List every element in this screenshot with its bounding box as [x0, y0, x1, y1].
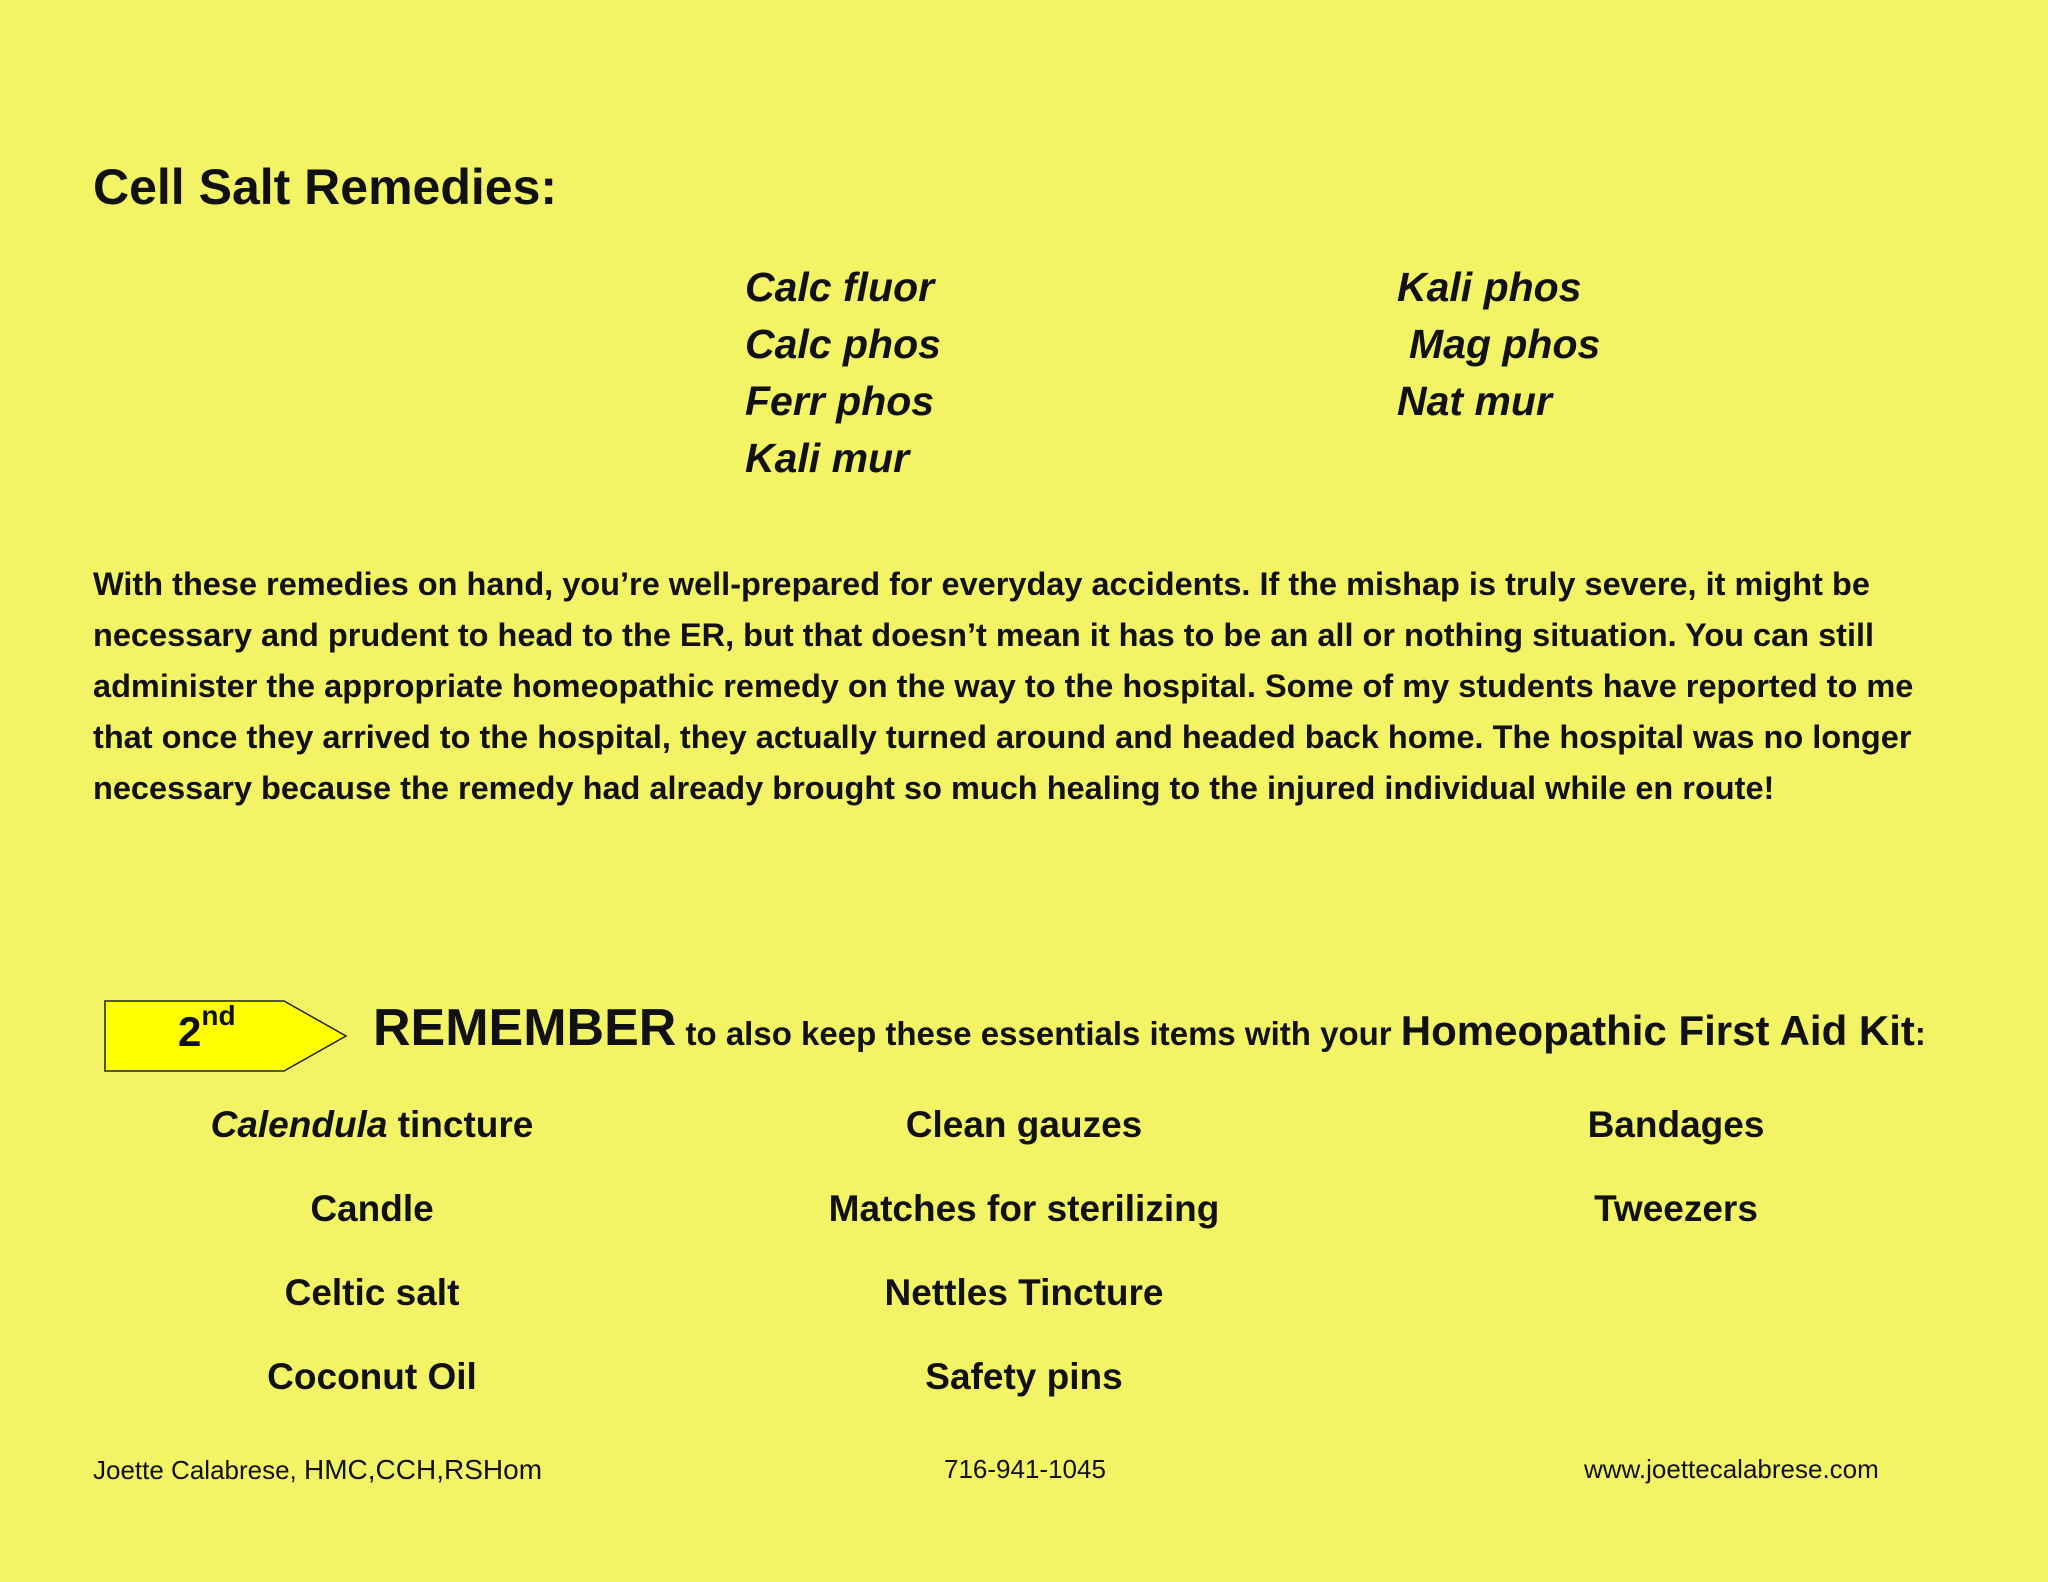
page-title: Cell Salt Remedies: [93, 159, 558, 215]
remember-heading [373, 998, 1926, 1058]
remember-colon: : [1914, 1015, 1926, 1052]
tag-number: 2 [178, 1008, 202, 1055]
footer-website-link[interactable]: www.joettecalabrese.com [1584, 1454, 1879, 1484]
remember-kit: Homeopathic First Aid Kit [1400, 1007, 1915, 1054]
essential-item: Coconut Oil [267, 1356, 477, 1397]
essential-item: Bandages [1587, 1104, 1765, 1145]
remedy-list-right [1397, 259, 1600, 430]
footer-name: Joette Calabrese, [93, 1455, 305, 1485]
essential-item: Candle [310, 1188, 434, 1229]
remedy-item: Kali phos [1397, 264, 1582, 310]
remedy-item: Calc fluor [745, 264, 935, 310]
remedy-list-left [745, 259, 941, 487]
tag-label [178, 1000, 318, 1056]
second-arrow-tag [104, 1000, 348, 1072]
paragraph-line: With these remedies on hand, you’re well-prepared for everyday accidents. If the mishap is truly severe, it might be [93, 566, 1870, 602]
essential-item [72, 1104, 672, 1146]
footer-credentials: HMC,CCH,RSHom [304, 1454, 543, 1485]
remember-middle: to also keep these essentials items with your [676, 1015, 1401, 1052]
remedy-item: Nat mur [1397, 378, 1552, 424]
paragraph-line: necessary because the remedy had already brought so much healing to the injured individual while en route! [93, 770, 1775, 806]
tag-suffix: nd [201, 1000, 236, 1031]
remedy-item: Calc phos [745, 321, 941, 367]
essential-item: Nettles Tincture [884, 1272, 1164, 1313]
remedy-item: Mag phos [1409, 321, 1601, 367]
body-paragraph [93, 559, 1973, 814]
essential-item: Tweezers [1594, 1188, 1758, 1229]
paragraph-line: that once they arrived to the hospital, they actually turned around and headed back home. The hospital was no longer [93, 719, 1912, 755]
paragraph-line: necessary and prudent to head to the ER, but that doesn’t mean it has to be an all or nothing situation. You can still [93, 617, 1875, 653]
essential-item: Celtic salt [284, 1272, 460, 1313]
footer-phone: 716-941-1045 [944, 1454, 1106, 1484]
remember-lead: REMEMBER [373, 999, 677, 1057]
essential-item-text: tincture [387, 1104, 534, 1145]
remedy-item: Ferr phos [745, 378, 935, 424]
essential-item: Safety pins [925, 1356, 1123, 1397]
remedy-item: Kali mur [745, 435, 910, 481]
essential-item: Clean gauzes [905, 1104, 1143, 1145]
essential-item: Matches for sterilizing [828, 1188, 1220, 1229]
footer-author [93, 1454, 542, 1486]
paragraph-line: administer the appropriate homeopathic remedy on the way to the hospital. Some of my students have reported to me [93, 668, 1914, 704]
essential-item-italic: Calendula [210, 1104, 388, 1145]
